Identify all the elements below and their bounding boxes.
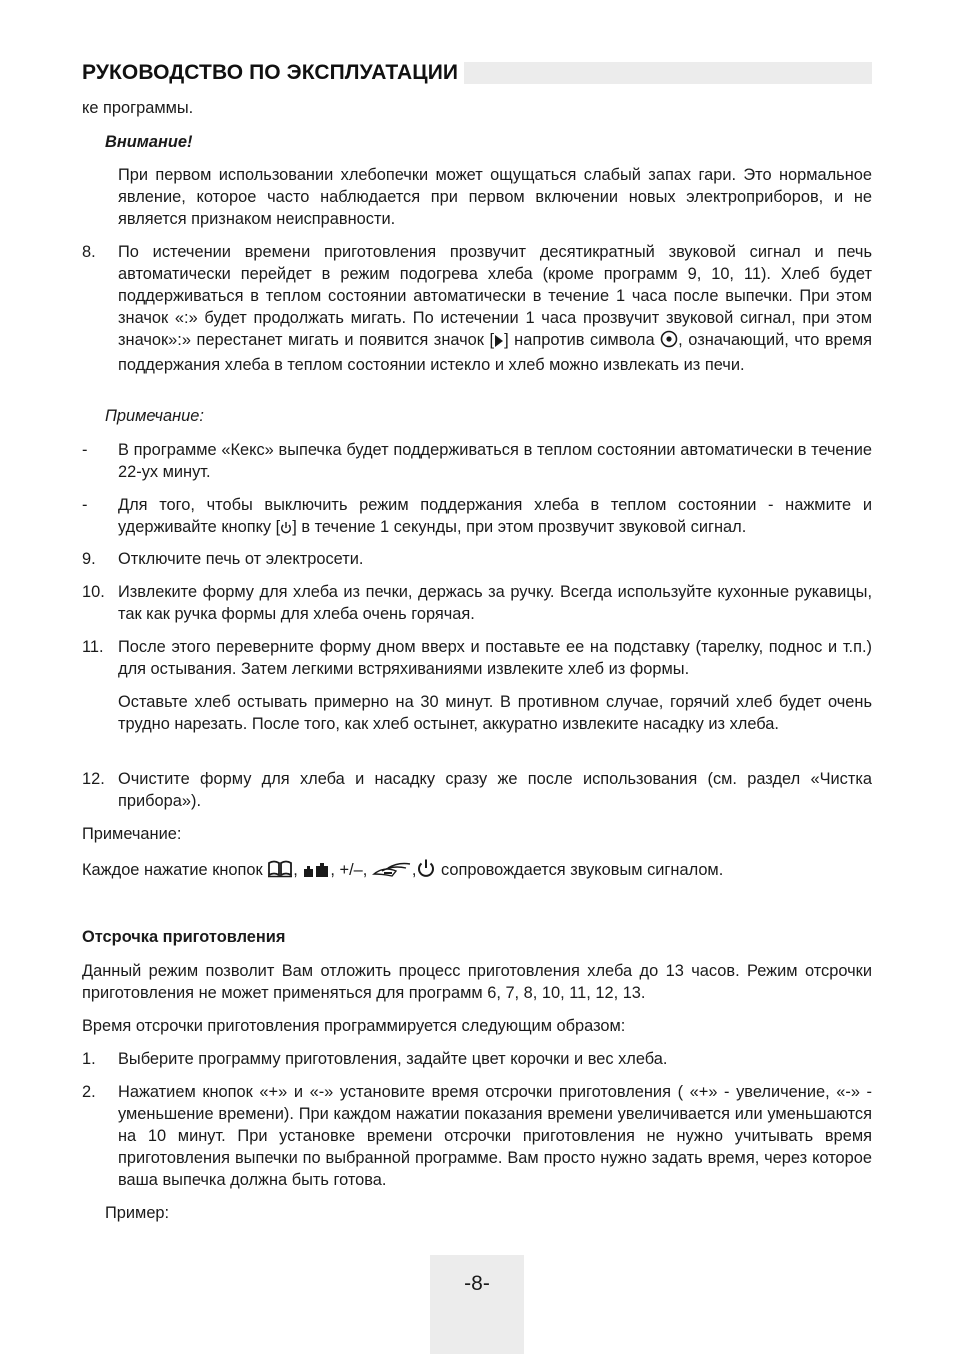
power-icon — [416, 858, 436, 884]
play-icon — [494, 332, 504, 354]
plus-minus-icon: +/– — [339, 861, 363, 879]
page-title: РУКОВОДСТВО ПО ЭКСПЛУАТАЦИИ — [82, 61, 464, 85]
note-label: Примечание: — [105, 407, 204, 425]
delay-paragraph-2: Время отсрочки приготовления программируется следующим образом: — [82, 1017, 626, 1035]
step-11-continued: Оставьте хлеб остывать примерно на 30 минут. В противном случае, горячий хлеб будет очень трудно нарезать. После того, как хлеб остынет, аккуратно извлеките насадку из хлеба. — [118, 693, 872, 733]
weight-icon — [302, 862, 330, 884]
keep-warm-circle-icon — [660, 330, 678, 354]
page-number-box — [430, 1255, 524, 1354]
note-label: Примечание: — [82, 825, 182, 843]
crust-color-icon — [372, 862, 412, 884]
continuation-text: ке программы. — [82, 99, 194, 117]
attention-label: Внимание! — [105, 133, 193, 151]
step-number: 8. — [82, 243, 96, 261]
buttons-beep-note: Каждое нажатие кнопок , , +/–, , сопровождается звуковым сигналом. — [82, 858, 872, 884]
page-number: -8- — [464, 1272, 490, 1295]
delay-paragraph-1: Данный режим позволит Вам отложить процесс приготовления хлеба до 13 часов. Режим отсрочки приготовления не может применяться для программ 6, 7, 8, 10, 11, 12, 13. — [82, 962, 872, 1002]
menu-book-icon — [267, 860, 293, 884]
header-bar — [82, 62, 872, 84]
section-heading: Отсрочка приготовления — [82, 928, 286, 946]
example-label: Пример: — [105, 1204, 170, 1222]
attention-text: При первом использовании хлебопечки может ощущаться слабый запах гари. Это нормальное явление, которое часто наблюдается при первом включении новых электроприборов, и не является признаком неисправности. — [118, 166, 872, 228]
step-text: По истечении времени приготовления прозвучит десятикратный звуковой сигнал и печь автоматически перейдет в режим подогрева хлеба (кроме программ 9, 10, 11). Хлеб будет поддерживаться в теплом состоянии автоматически в течение 1 часа после выпечки. При этом значок «:» будет продолжать мигать. По истечении 1 часа прозвучит звуковой сигнал, при этом значок»:» перестанет мигать и появится значок [ ] напротив символа , означающий, что время поддержания хлеба в теплом состоянии истекло и хлеб можно извлекать из печи. — [118, 243, 872, 374]
power-icon — [280, 519, 292, 541]
